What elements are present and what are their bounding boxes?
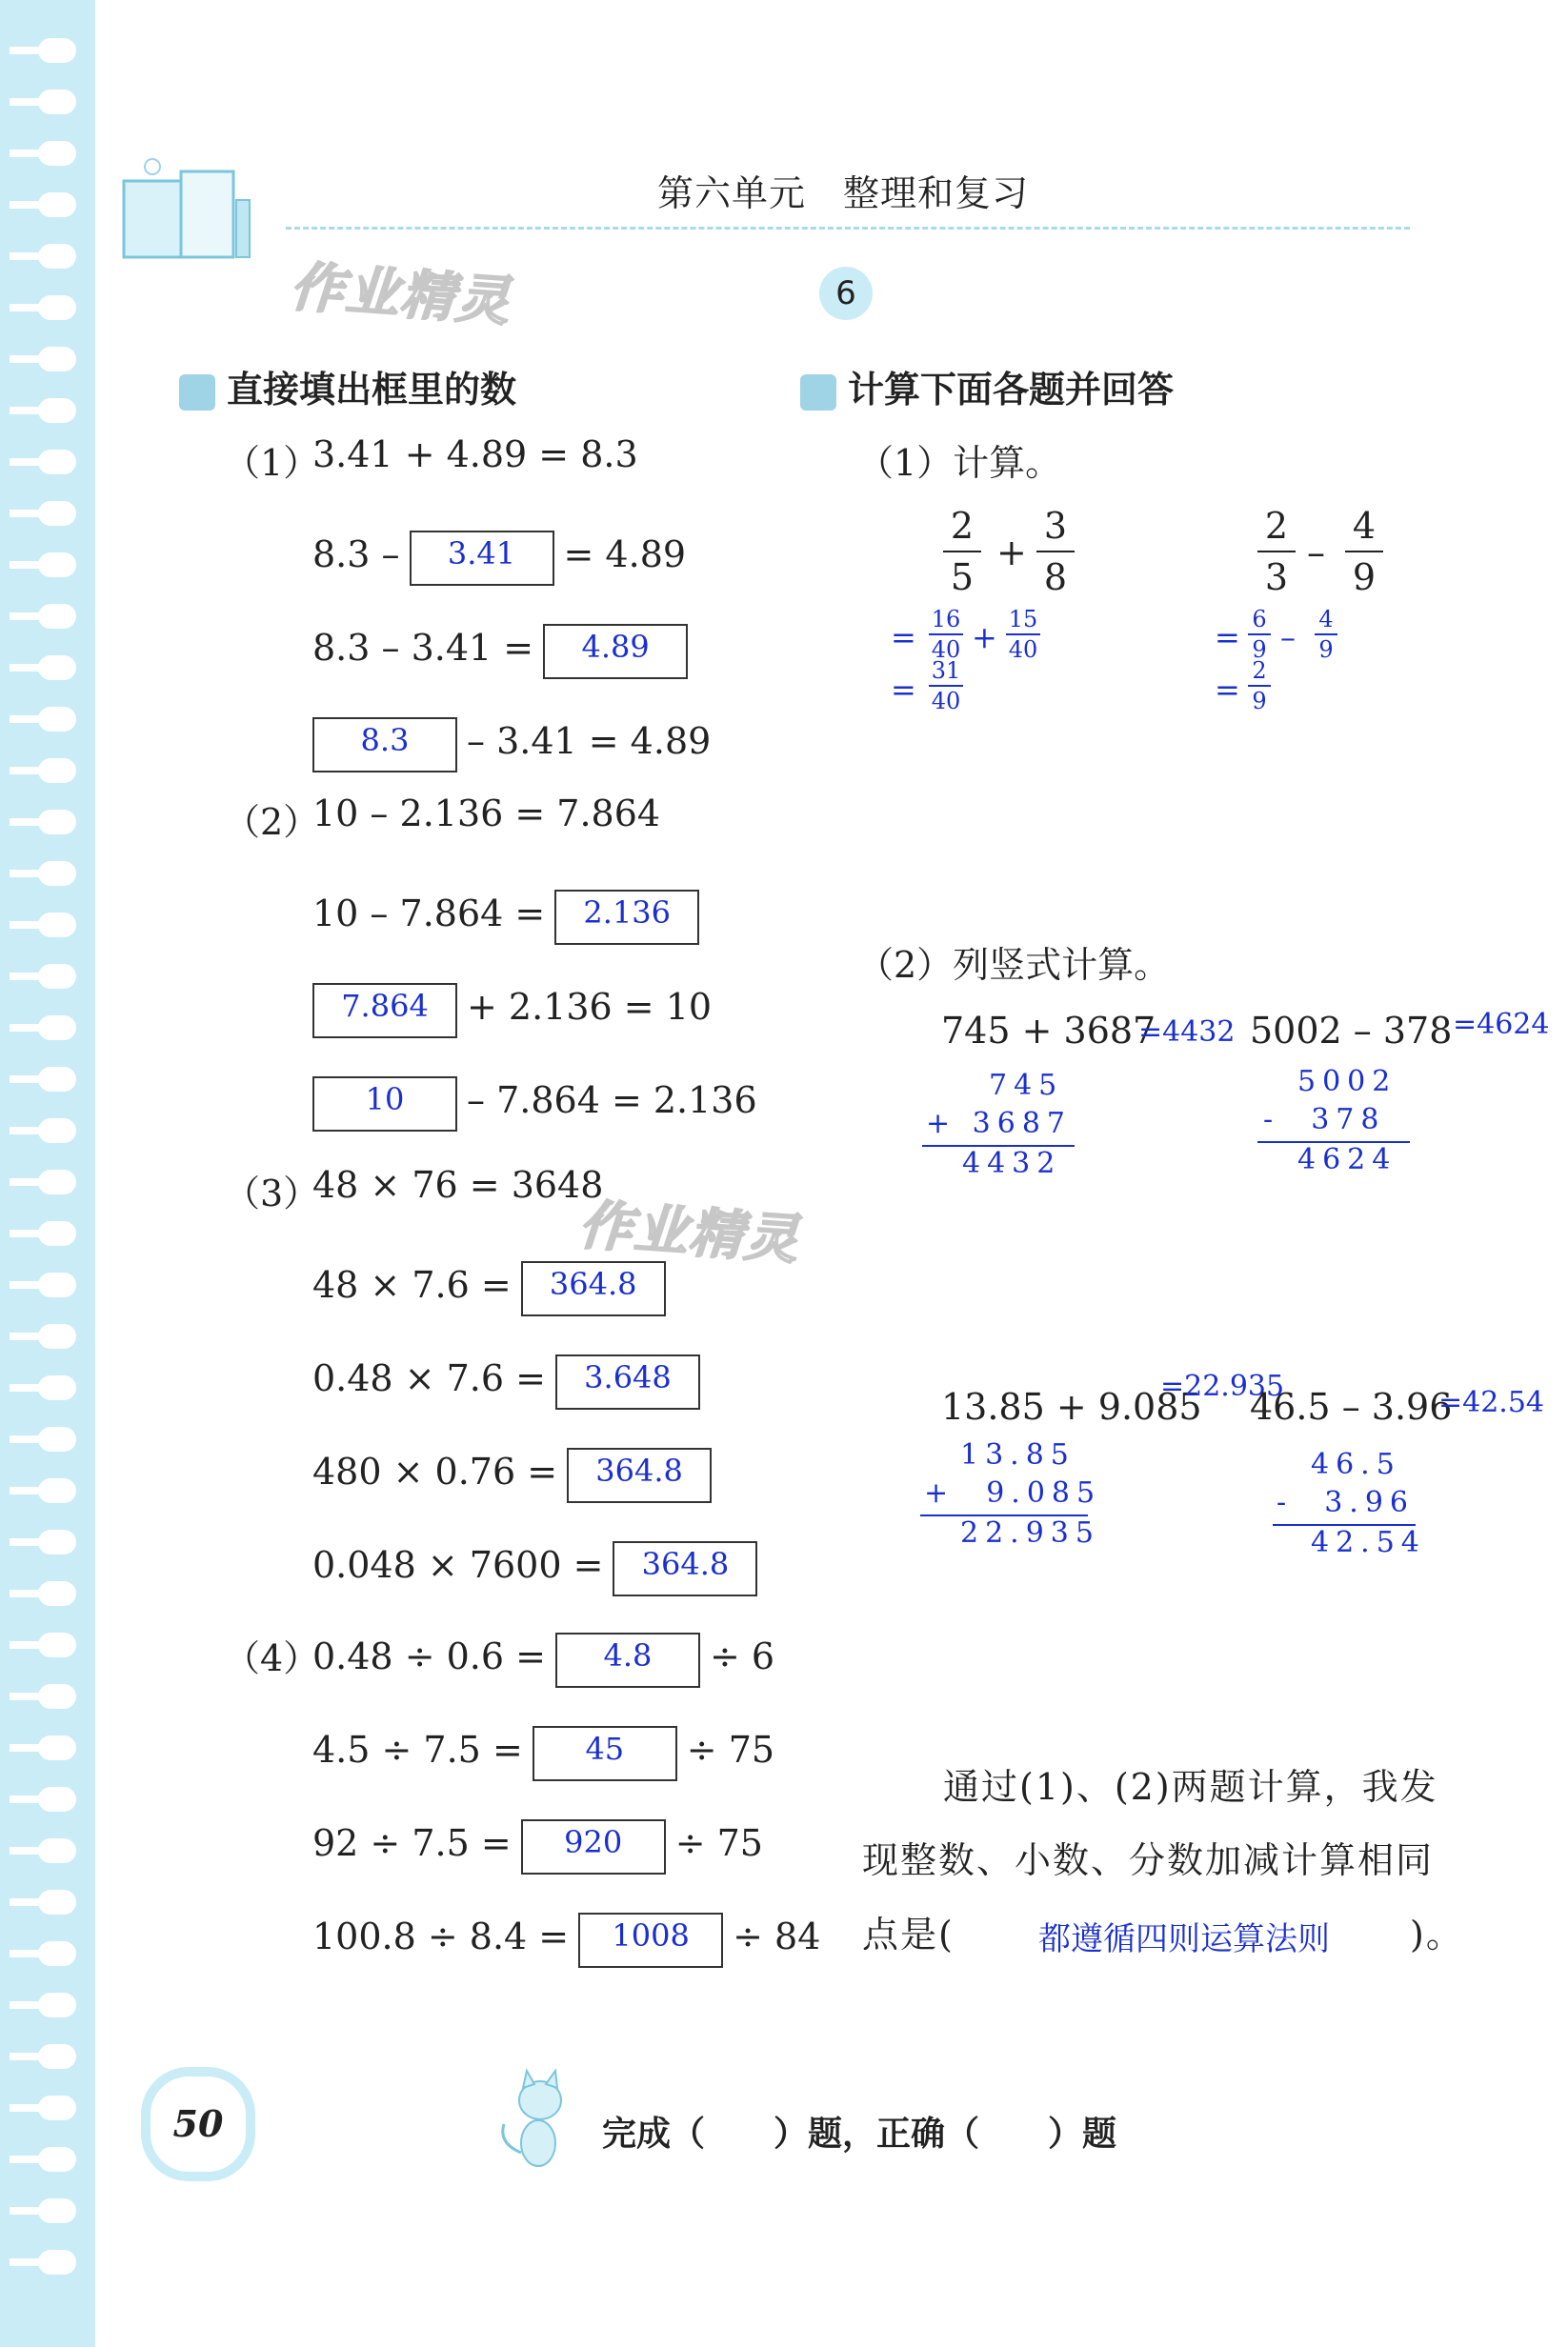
- binding-hole: [38, 192, 76, 217]
- answer-box[interactable]: [578, 1913, 723, 1968]
- given-equation: 10 – 2.136 = 7.864: [312, 792, 661, 834]
- fill-in-row: [312, 1073, 757, 1128]
- column-sum: 4624: [1297, 1143, 1397, 1176]
- binding-hole: [38, 1273, 76, 1297]
- column-line2: - 3.96: [1277, 1486, 1416, 1519]
- binding-hole: [38, 398, 76, 423]
- answer-box[interactable]: [555, 1633, 700, 1688]
- answer-box[interactable]: [543, 624, 688, 679]
- answer-value: 1008: [612, 1917, 690, 1954]
- equation-left: 4.5 ÷ 7.5 =: [312, 1729, 523, 1771]
- cat-icon: [491, 2067, 576, 2172]
- equation-left: 0.048 × 7600 =: [312, 1544, 604, 1586]
- vertical-result: =42.54: [1438, 1386, 1545, 1419]
- numerator: 2: [1264, 505, 1289, 547]
- problem-label: （2）: [224, 801, 320, 843]
- fraction: [1257, 505, 1296, 598]
- binding-hole: [38, 1375, 76, 1400]
- answer-box[interactable]: [521, 1261, 666, 1316]
- conclusion-line3-post: )。: [1410, 1914, 1464, 1956]
- unit-title: 第六单元 整理和复习: [657, 172, 1030, 214]
- equation-left: 100.8 ÷ 8.4 =: [312, 1916, 570, 1957]
- binding-hole: [38, 2096, 76, 2120]
- binding-hole: [38, 1890, 76, 1915]
- answer-value: 364.8: [641, 1546, 730, 1582]
- binding-hole: [38, 552, 76, 577]
- binding-hole: [38, 295, 76, 320]
- denominator: 9: [1252, 688, 1267, 714]
- fraction: [1315, 606, 1337, 663]
- answer-value: 7.864: [341, 988, 429, 1024]
- progress-text: 完成（ ）题，正确（ ）题: [602, 2115, 1117, 2154]
- binding-hole: [38, 2147, 76, 2172]
- step-op: –: [1280, 619, 1296, 655]
- denominator: 9: [1252, 636, 1267, 663]
- binding-hole: [38, 1735, 76, 1760]
- conclusion-line1: 通过(1)、(2)两题计算，我发: [943, 1766, 1438, 1808]
- binding-hole: [38, 810, 76, 834]
- fraction: [1006, 606, 1040, 663]
- binding-hole: [38, 1787, 76, 1812]
- answer-value: 364.8: [595, 1453, 683, 1489]
- binding-hole: [38, 2250, 76, 2275]
- fill-in-row: [312, 1444, 712, 1499]
- equation-right: ÷ 84: [733, 1916, 821, 1957]
- column-line1: 13.85: [960, 1438, 1075, 1472]
- answer-box[interactable]: [410, 531, 554, 586]
- operator: –: [1307, 532, 1325, 573]
- column-sum: 22.935: [960, 1516, 1100, 1550]
- answer-box[interactable]: [567, 1448, 712, 1503]
- binding-hole: [38, 347, 76, 371]
- fill-in-row: [312, 886, 699, 941]
- equation-right: – 7.864 = 2.136: [467, 1079, 757, 1121]
- section-title-right: [800, 360, 1174, 412]
- answer-value: 2.136: [583, 894, 672, 931]
- denominator: 5: [950, 556, 975, 598]
- fill-in-row: [312, 620, 688, 675]
- equation-left: 8.3 –: [312, 533, 400, 575]
- binding-hole: [38, 758, 76, 783]
- conclusion-line2: 现整数、小数、分数加减计算相同: [862, 1839, 1435, 1881]
- answer-box[interactable]: [312, 1076, 457, 1132]
- section-icon: [179, 374, 215, 411]
- column-line1: 46.5: [1311, 1448, 1401, 1481]
- equation-right: + 2.136 = 10: [467, 986, 713, 1028]
- operator: +: [996, 532, 1027, 573]
- binding-hole: [38, 1941, 76, 1966]
- answer-value: 4.8: [603, 1637, 653, 1674]
- fraction: [1036, 505, 1075, 598]
- conclusion-line3-pre: 点是(: [862, 1914, 955, 1956]
- answer-value: 3.41: [447, 535, 516, 572]
- column-line1: 745: [989, 1069, 1064, 1102]
- binding-hole: [38, 1684, 76, 1709]
- equation-right: – 3.41 = 4.89: [467, 720, 712, 762]
- vertical-result: =4624: [1453, 1008, 1550, 1041]
- watermark: 作业精灵: [576, 1194, 802, 1273]
- vertical-expr: 5002 – 378: [1250, 1010, 1453, 1052]
- binding-hole: [38, 964, 76, 989]
- fill-in-row: [312, 1537, 757, 1593]
- binding-hole: [38, 1221, 76, 1246]
- binding-hole: [38, 913, 76, 937]
- numerator: 16: [931, 606, 961, 632]
- step-eq: =: [1215, 672, 1240, 708]
- problem-label: （3）: [224, 1173, 320, 1214]
- binding-hole: [38, 501, 76, 526]
- binding-hole: [38, 2198, 76, 2223]
- fill-in-row: [312, 979, 712, 1034]
- section-title-text: 直接填出框里的数: [227, 369, 517, 411]
- vertical-result: =4432: [1138, 1015, 1236, 1049]
- binding-hole: [38, 38, 76, 63]
- numerator: 15: [1008, 606, 1038, 632]
- equation-right: ÷ 75: [674, 1822, 763, 1864]
- answer-box[interactable]: [312, 983, 457, 1038]
- denominator: 40: [1008, 636, 1038, 663]
- binding-hole: [38, 1993, 76, 2017]
- binding-hole: [38, 707, 76, 732]
- answer-box[interactable]: [312, 717, 457, 772]
- equation-right: ÷ 75: [686, 1729, 775, 1771]
- numerator: 4: [1318, 606, 1334, 632]
- equation-left: 92 ÷ 7.5 =: [312, 1822, 512, 1864]
- vertical-expr: 745 + 3687: [941, 1010, 1156, 1052]
- given-equation: 48 × 76 = 3648: [312, 1164, 604, 1206]
- given-equation: 3.41 + 4.89 = 8.3: [312, 433, 638, 475]
- column-line1: 5002: [1297, 1065, 1397, 1098]
- fraction: [1248, 606, 1271, 663]
- step-eq: =: [891, 672, 916, 708]
- binding-hole: [38, 1170, 76, 1194]
- answer-box[interactable]: [554, 890, 699, 945]
- section-icon: [800, 374, 836, 411]
- binding-hole: [38, 141, 76, 166]
- binding-hole: [38, 1067, 76, 1092]
- part2-label: （2）列竖式计算。: [857, 944, 1171, 986]
- column-line2: - 378: [1263, 1103, 1386, 1136]
- watermark: 作业精灵: [288, 255, 513, 334]
- fill-in-row: [312, 1629, 774, 1684]
- answer-value: 364.8: [549, 1266, 637, 1302]
- numerator: 6: [1252, 606, 1267, 632]
- equation-left: 0.48 × 7.6 =: [312, 1357, 546, 1399]
- answer-value: 45: [585, 1731, 625, 1767]
- problem-label: （1）: [224, 442, 320, 484]
- answer-box[interactable]: [555, 1354, 700, 1410]
- binding-hole: [38, 244, 76, 269]
- vertical-expr: 13.85 + 9.085: [941, 1386, 1202, 1428]
- answer-value: 10: [365, 1081, 405, 1117]
- header-illustration: [114, 152, 257, 276]
- fraction: [943, 505, 981, 598]
- header-divider: [286, 227, 1410, 230]
- equation-left: 0.48 ÷ 0.6 =: [312, 1635, 546, 1677]
- denominator: 9: [1318, 636, 1334, 663]
- equation-left: 48 × 7.6 =: [312, 1264, 512, 1306]
- fraction: [1345, 505, 1383, 598]
- binding-hole: [38, 1478, 76, 1503]
- binding-hole: [38, 1324, 76, 1349]
- binding-hole: [38, 1633, 76, 1657]
- numerator: 2: [950, 505, 975, 547]
- denominator: 9: [1352, 556, 1377, 598]
- denominator: 40: [931, 688, 961, 714]
- problem-label: （4）: [224, 1637, 320, 1679]
- denominator: 40: [931, 636, 961, 663]
- fill-in-row: [312, 1351, 700, 1406]
- answer-box[interactable]: [533, 1726, 677, 1781]
- binding-hole: [38, 1427, 76, 1452]
- answer-value: 920: [564, 1824, 623, 1860]
- denominator: 8: [1043, 556, 1068, 598]
- denominator: 3: [1264, 556, 1289, 598]
- answer-box[interactable]: [613, 1541, 757, 1596]
- binding-hole: [38, 1838, 76, 1863]
- section-title-text: 计算下面各题并回答: [848, 369, 1175, 411]
- numerator: 4: [1352, 505, 1377, 547]
- answer-value: 8.3: [360, 722, 410, 758]
- fill-in-row: [312, 1257, 666, 1313]
- column-sum: 4432: [962, 1147, 1062, 1180]
- column-line2: + 3687: [926, 1107, 1073, 1140]
- step-eq: =: [891, 619, 916, 655]
- numerator: 2: [1252, 657, 1267, 684]
- vertical-result: =22.935: [1160, 1370, 1285, 1403]
- page-number: 50: [141, 2067, 255, 2181]
- vertical-expr: 46.5 – 3.96: [1250, 1386, 1453, 1428]
- binding-hole: [38, 90, 76, 114]
- conclusion-answer: 都遵循四则运算法则: [1038, 1920, 1330, 1958]
- answer-value: 4.89: [581, 629, 650, 665]
- binding-hole: [38, 450, 76, 474]
- fraction: [929, 657, 963, 714]
- fill-in-row: [312, 527, 686, 582]
- binding-hole: [38, 1530, 76, 1555]
- answer-value: 3.648: [584, 1359, 672, 1395]
- binding-strip: [0, 0, 95, 2347]
- numerator: 3: [1043, 505, 1068, 547]
- numerator: 31: [931, 657, 961, 684]
- binding-hole: [38, 1015, 76, 1040]
- fraction: [929, 606, 963, 663]
- equation-left: 10 – 7.864 =: [312, 893, 546, 934]
- fill-in-row: [312, 713, 711, 769]
- equation-right: ÷ 6: [709, 1635, 775, 1677]
- binding-hole: [38, 655, 76, 680]
- fill-in-row: [312, 1722, 774, 1777]
- step-op: +: [972, 619, 997, 655]
- equation-left: 8.3 – 3.41 =: [312, 627, 534, 669]
- binding-hole: [38, 1581, 76, 1606]
- answer-box[interactable]: [521, 1819, 666, 1875]
- fraction: [1248, 657, 1271, 714]
- step-eq: =: [1215, 619, 1240, 655]
- page-badge: 6: [819, 267, 873, 320]
- section-title-left: [179, 360, 516, 412]
- fill-in-row: [312, 1815, 763, 1871]
- part1-label: （1）计算。: [857, 442, 1062, 484]
- equation-right: = 4.89: [563, 533, 687, 575]
- binding-hole: [38, 604, 76, 629]
- column-line2: + 9.085: [924, 1476, 1102, 1510]
- binding-hole: [38, 861, 76, 886]
- equation-left: 480 × 0.76 =: [312, 1451, 558, 1493]
- fill-in-row: [312, 1909, 820, 1964]
- column-sum: 42.54: [1311, 1526, 1426, 1559]
- binding-hole: [38, 1118, 76, 1143]
- binding-hole: [38, 2044, 76, 2069]
